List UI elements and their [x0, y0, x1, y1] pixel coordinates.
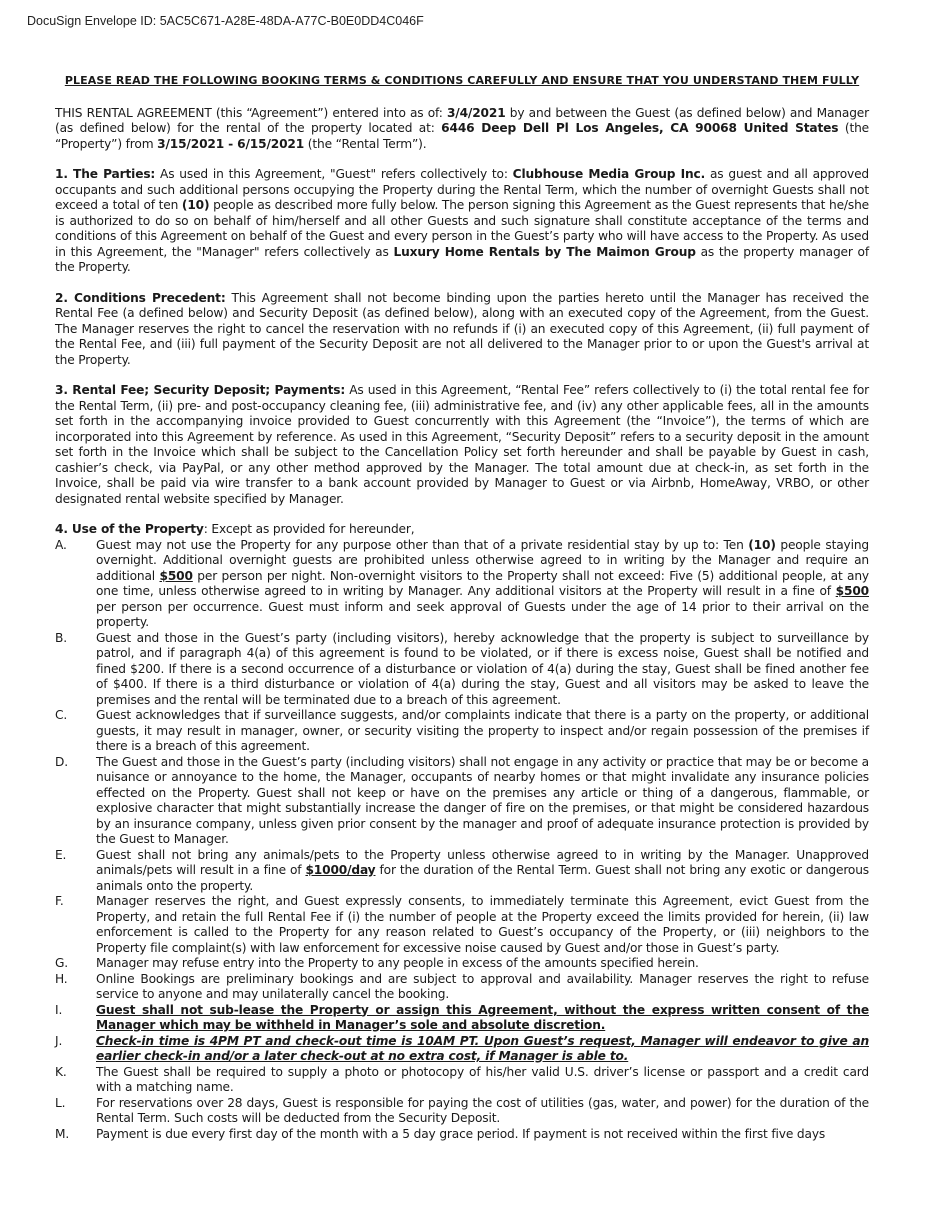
item-text: Guest acknowledges that if surveillance suggests, and/or complaints indicate that there is a party on the property, or additional guests, it may result in manager, owner, or security visiting the property to inspect and/or regain possession of the premises if there is a breach of this agreement. — [96, 708, 869, 753]
item-letter: C. — [55, 708, 68, 722]
list-item — [55, 708, 869, 755]
item-a-text-1: Guest may not use the Property for any purpose other than that of a private residential stay by up to: Ten — [96, 537, 749, 552]
item-letter: B. — [55, 630, 67, 645]
section-3-title: 3. Rental Fee; Security Deposit; Payments: — [55, 383, 346, 397]
item-text: Manager reserves the right, and Guest expressly consents, to immediately terminate this Agreement, evict Guest from the Property, and retain the full Rental Fee if (i) the number of people at the Property exceed the limits provided for herein, (ii) law enforcement is called to the Property for any reason related to Guest’s occupancy of the Property, or (iii) neighbors to the Property file complaint(s) with law enforcement for excessive noise caused by Guest and/or those in Guest’s party. — [96, 894, 869, 955]
item-a-count: (10) — [748, 537, 776, 552]
item-letter: A. — [55, 537, 67, 552]
item-e-text-1: Guest shall not bring any animals/pets to the Property unless otherwise agreed to in writing by the Manager. Unapproved animals/pets will result in a fine of — [96, 847, 869, 877]
section-2-title: 2. Conditions Precedent: — [55, 290, 226, 305]
item-text — [96, 848, 869, 895]
section-2-text: This Agreement shall not become binding upon the parties hereto until the Manager has received the Rental Fee (a defined below) and Security Deposit (as defined below), along with an executed copy of the Agreement, from the Guest. The Manager reserves the right to cancel the reservation with no refunds if (i) an executed copy of this Agreement, (ii) full payment of the Rental Fee, and (iii) full payment of the Security Deposit are not all delivered to the Manager prior to or upon the Guest's arrival at the Property. — [55, 290, 870, 367]
section-2-conditions — [55, 291, 869, 369]
guest-name: Clubhouse Media Group Inc. — [512, 167, 706, 181]
item-text: For reservations over 28 days, Guest is responsible for paying the cost of utilities (gas, water, and power) for the duration of the Rental Term. Such costs will be deducted from the Security Deposit. — [96, 1095, 869, 1125]
list-item — [55, 538, 869, 631]
section-3-rental-fee — [55, 383, 869, 507]
item-a-fee-2: $500 — [835, 584, 869, 598]
item-a-text-3: per person per night. Non-overnight visitors to the Property shall not exceed: Five (5) additional people, at any one time, unless otherwise agreed to in writing by Manager. Any additional visitors at the Property will result in a fine of — [96, 568, 869, 598]
item-letter: H. — [55, 971, 68, 986]
list-item — [55, 1065, 869, 1096]
rental-term-dates: 3/15/2021 - 6/15/2021 — [157, 136, 305, 151]
section-1-parties — [55, 167, 869, 276]
list-item — [55, 956, 869, 972]
item-letter: I. — [55, 1002, 63, 1017]
list-item — [55, 631, 869, 709]
section-4-title — [55, 522, 869, 538]
section-1-text-1: As used in this Agreement, "Guest" refers collectively to: — [155, 167, 513, 181]
section-1-text-4: as the property manager of the Property. — [55, 244, 869, 274]
item-text: Guest and those in the Guest’s party (including visitors), hereby acknowledge that the property is subject to surveillance by patrol, and if paragraph 4(a) of this agreement is found to be violated, or if there is excess noise, Guest shall be notified and fined $200. If there is a second occurrence of a disturbance or violation of 4(a) during the stay, Guest shall be fined another fee of $400. If there is a third disturbance or violation of 4(a) during the stay, Guest and all visitors may be asked to leave the premises and the rental will be terminated due to a breach of this agreement. — [96, 630, 869, 707]
list-item — [55, 755, 869, 848]
list-item — [55, 1003, 869, 1034]
intro-text-2: by and between the Guest (as defined below) and Manager (as defined below) for the rental of the property located at: — [55, 105, 869, 135]
item-letter: L. — [55, 1095, 66, 1110]
section-4-title-rest: : Except as provided for hereunder, — [203, 522, 415, 536]
list-item — [55, 1034, 869, 1065]
list-item — [55, 848, 869, 895]
agreement-date: 3/4/2021 — [446, 105, 506, 120]
section-4-list — [55, 538, 869, 1143]
item-letter: D. — [55, 754, 68, 769]
item-text: The Guest shall be required to supply a photo or photocopy of his/her valid U.S. driver’s license or passport and a credit card with a matching name. — [96, 1064, 869, 1094]
item-a-text-4: per person per occurrence. Guest must inform and seek approval of Guests under the age of 14 prior to their arrival on the property. — [96, 599, 869, 629]
item-text — [96, 538, 869, 631]
item-letter: G. — [55, 956, 69, 970]
intro-paragraph — [55, 106, 869, 153]
section-3-text: As used in this Agreement, “Rental Fee” refers collectively to (i) the total rental fee for the Rental Term, (ii) pre- and post-occupancy cleaning fee, (iii) administrative fee, and (iv) any other applicable fees, all in the amounts set forth in the accompanying invoice provided to Guest concurrently with this Agreement (the “Invoice”), the terms of which are incorporated into this Agreement by reference. As used in this Agreement, “Security Deposit” refers to a security deposit in the amount set forth in the Invoice which shall be subject to the Cancellation Policy set forth hereunder and shall be payable by Guest in cash, cashier’s check, via PayPal, or any other method approved by the Manager. The total amount due at check-in, as set forth in the Invoice, shall be paid via wire transfer to a bank account provided by Manager to Guest or via Airbnb, HomeAway, VRBO, or other designated rental website specified by Manager. — [55, 383, 870, 506]
item-letter: F. — [55, 894, 64, 908]
property-address: 6446 Deep Dell Pl Los Angeles, CA 90068 United States — [441, 121, 839, 135]
item-text: Check-in time is 4PM PT and check-out time is 10AM PT. Upon Guest’s request, Manager will endeavor to give an earlier check-in and/or a later check-out at no extra cost, if Manager is able to. — [96, 1033, 869, 1063]
item-letter: E. — [55, 847, 67, 862]
item-e-text-2: for the duration of the Rental Term. Guest shall not bring any exotic or dangerous animals onto the property. — [96, 863, 869, 893]
item-a-text-2: people staying overnight. Additional overnight guests are prohibited unless otherwise agreed to in writing by the Manager and require an additional — [96, 537, 869, 583]
item-letter: K. — [55, 1064, 67, 1079]
envelope-id: DocuSign Envelope ID: 5AC5C671-A28E-48DA-A77C-B0E0DD4C046F — [27, 14, 424, 28]
item-letter: M. — [55, 1126, 70, 1141]
list-item — [55, 894, 869, 956]
section-1-title: 1. The Parties: — [55, 167, 156, 181]
item-text: Guest shall not sub-lease the Property or assign this Agreement, without the express written consent of the Manager which may be withheld in Manager’s sole and absolute discretion. — [96, 1002, 869, 1032]
item-text: The Guest and those in the Guest’s party (including visitors) shall not engage in any activity or practice that may be or become a nuisance or annoyance to the home, the Manager, occupants of nearby homes or that might invalidate any insurance policies effected on the Property. Guest shall not keep or have on the premises any article or thing of a dangerous, flammable, or explosive character that might substantially increase the danger of fire on the premises, or that might be considered hazardous by an insurance company, unless given prior consent by the manager and proof of adequate insurance protection is provided by the Guest to Manager. — [96, 754, 869, 846]
guest-count: (10) — [181, 198, 210, 212]
section-1-text-2: as guest and all approved occupants and such additional persons occupying the Property during the Rental Term, which the number of overnight Guests shall not exceed a total of ten — [55, 167, 869, 212]
section-4-title-bold: 4. Use of the Property — [55, 522, 204, 536]
agreement-page — [55, 73, 869, 1142]
list-item — [55, 1127, 869, 1143]
intro-text-1: THIS RENTAL AGREEMENT (this “Agreement”) entered into as of: — [55, 105, 447, 120]
item-text: Online Bookings are preliminary bookings and are subject to approval and availability. Manager reserves the right to refuse service to anyone and may unilaterally cancel the booking. — [96, 971, 869, 1001]
item-text: Manager may refuse entry into the Property to any people in excess of the amounts specified herein. — [96, 956, 699, 970]
item-letter: J. — [55, 1033, 63, 1048]
manager-name: Luxury Home Rentals by The Maimon Group — [393, 244, 696, 259]
intro-text-3: (the “Property”) from — [55, 121, 869, 151]
page-heading: PLEASE READ THE FOLLOWING BOOKING TERMS & CONDITIONS CAREFULLY AND ENSURE THAT YOU UNDERSTAND THEM FULLY — [64, 74, 860, 87]
list-item — [55, 972, 869, 1003]
list-item — [55, 1096, 869, 1127]
item-e-fee: $1000/day — [305, 863, 376, 877]
section-1-text-3: people as described more fully below. The person signing this Agreement as the Guest represents that he/she is authorized to do so on behalf of him/herself and all other Guests and such signature shall constitute acceptance of the terms and conditions of this Agreement on behalf of the Guest and every person in the Guest’s party who will have access to the Property. As used in this Agreement, the "Manager" refers collectively as — [55, 198, 869, 259]
item-a-fee-1: $500 — [159, 568, 193, 583]
item-text: Payment is due every first day of the month with a 5 day grace period. If payment is not received within the first five days — [96, 1126, 826, 1141]
intro-text-4: (the “Rental Term”). — [304, 136, 427, 151]
